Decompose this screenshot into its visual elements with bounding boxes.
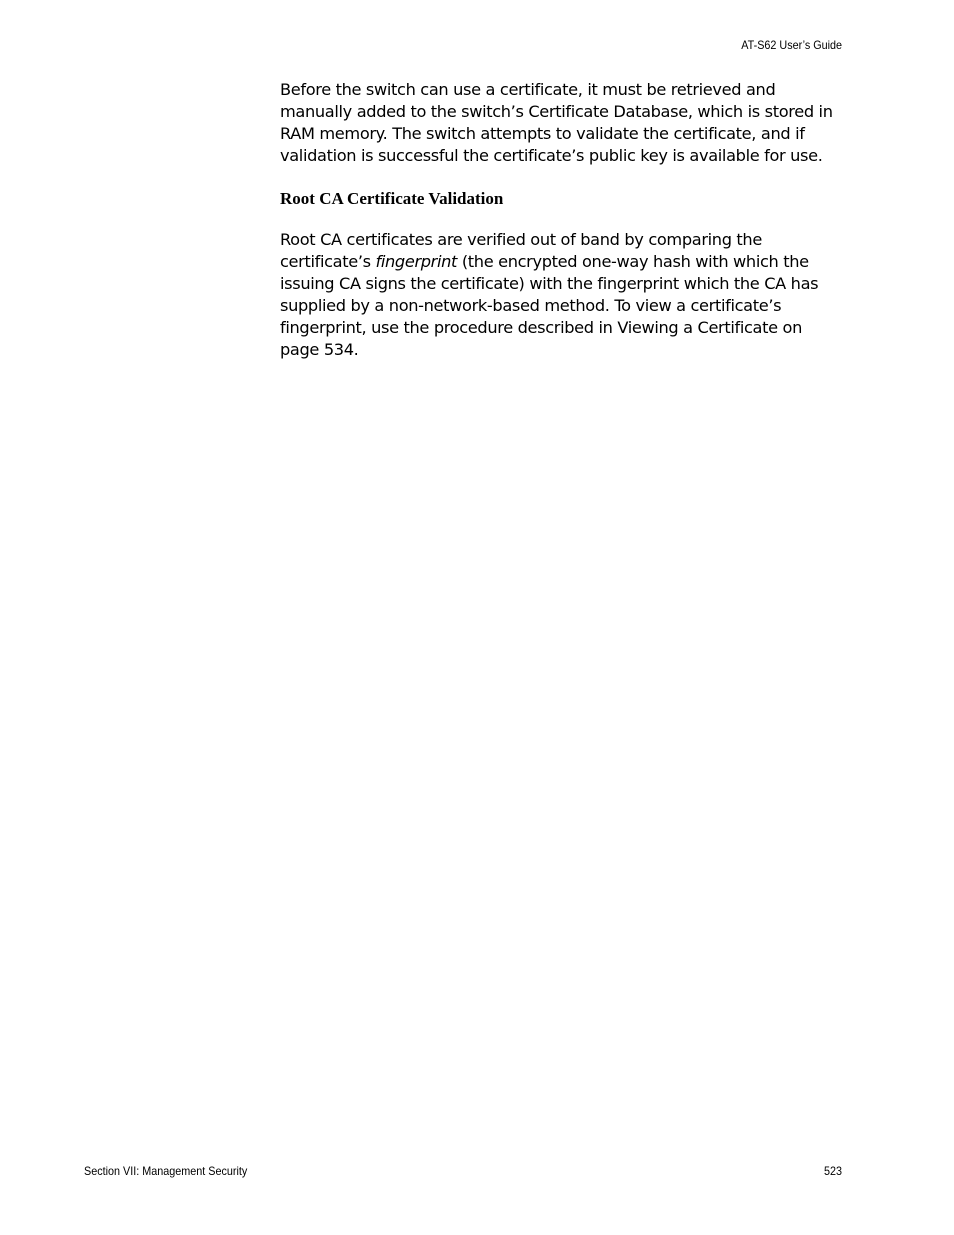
page-number: 523 [823,1164,842,1178]
paragraph-root-ca-validation [280,229,845,361]
footer-section-title: Section VII: Management Security [84,1164,248,1178]
paragraph-text-end: (the encrypted one-way hash with which the issuing CA signs the certificate) with the fingerprint which the CA has supplied by a non-network-based method. To view a certificate’s fingerprint, use the procedure described in Viewing a Certificate on page 534. [280,252,819,359]
paragraph-certificate-database: Before the switch can use a certificate, it must be retrieved and manually added to the switch’s Certificate Database, which is stored in RAM memory. The switch attempts to validate the certificate, and if validation is successful the certificate’s public key is available for use. [280,80,833,165]
emphasis-term: fingerprint [375,252,458,271]
section-heading: Root CA Certificate Validation [280,189,504,208]
running-header: AT-S62 User’s Guide [741,38,842,52]
paragraph-text-start: Root CA certificates are verified out of band by comparing the certificate’s [280,230,762,271]
page-content [280,79,845,361]
